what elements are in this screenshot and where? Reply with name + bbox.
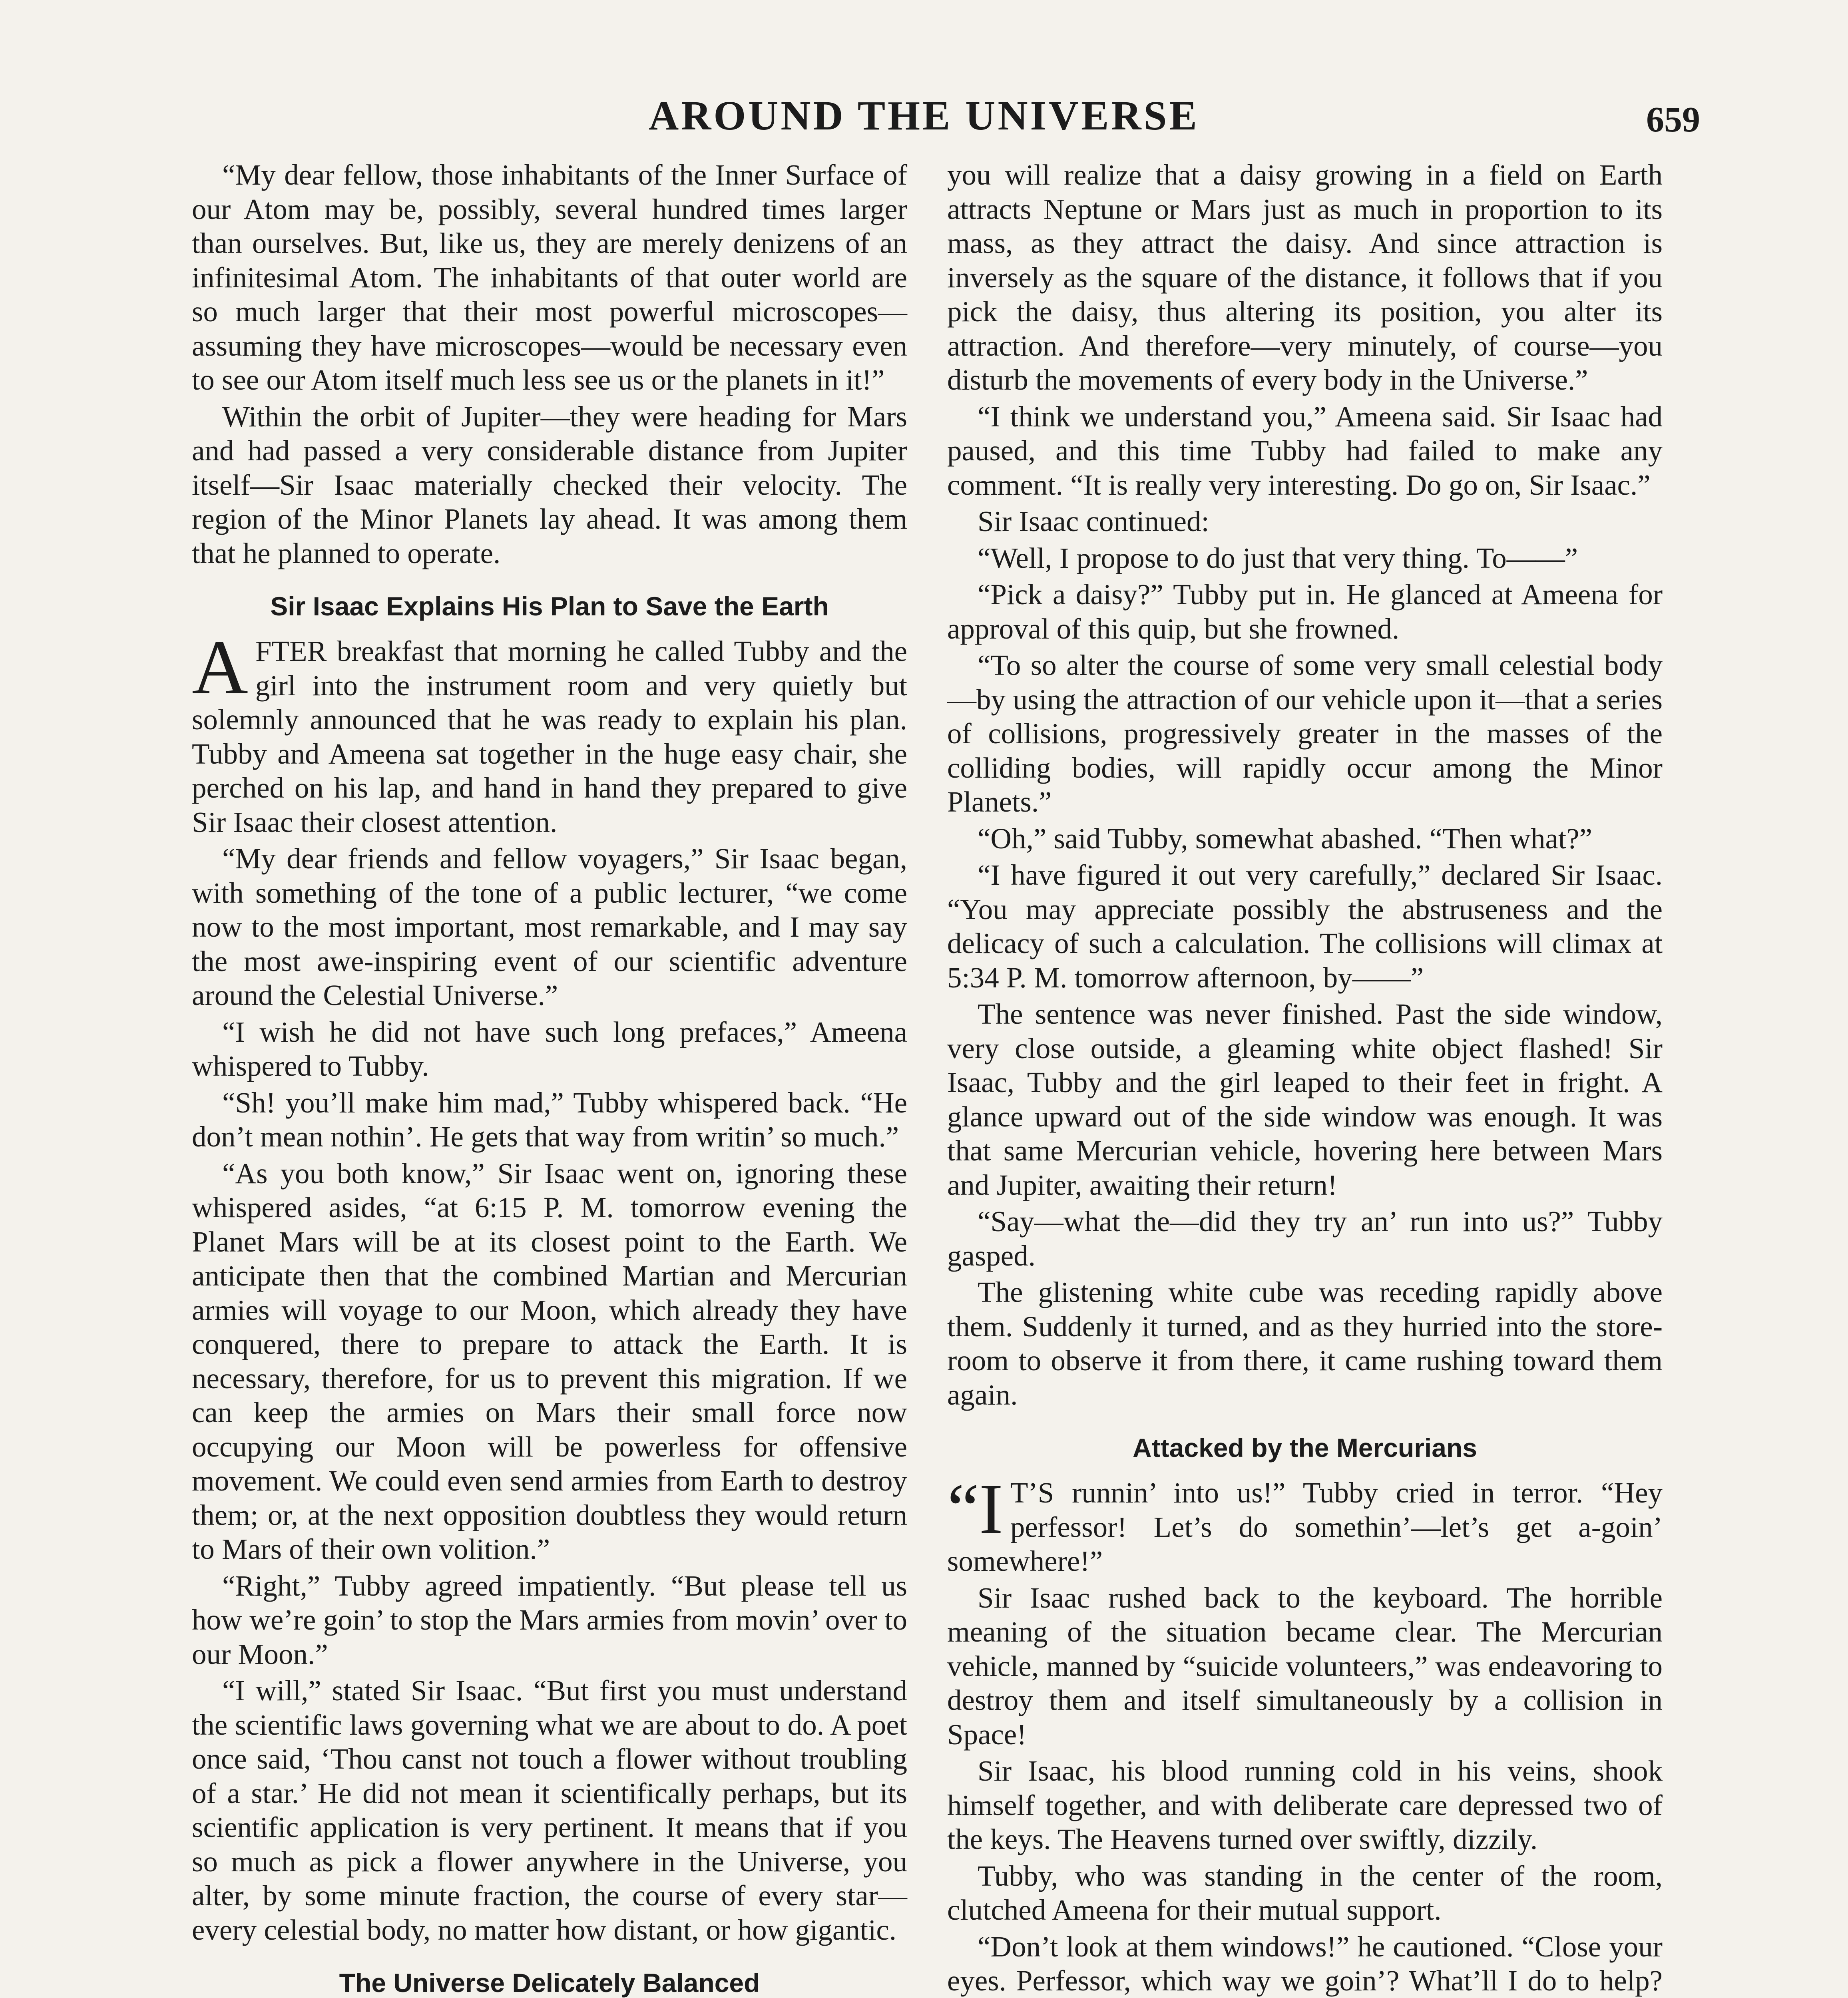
- paragraph: The glistening white cube was receding rapidly above them. Suddenly it turned, and as they hurried into the store-room to observe it from there, it came rushing toward them again.: [947, 1276, 1663, 1411]
- paragraph: “I wish he did not have such long prefaces,” Ameena whispered to Tubby.: [192, 1015, 907, 1082]
- paragraph: “Say—what the—did they try an’ run into us?” Tubby gasped.: [947, 1205, 1663, 1272]
- paragraph: Within the orbit of Jupiter—they were heading for Mars and had passed a very considerable distance from Jupiter itself—Sir Isaac materially checked their velocity. The region of the Minor Planets lay ahead. It was among them that he planned to operate.: [192, 400, 907, 569]
- paragraph: “My dear fellow, those inhabitants of the Inner Surface of our Atom may be, possibly, several hundred times larger than ourselves. But, like us, they are merely denizens of an infinitesimal Atom. The inhabitants of that outer world are so much larger that their most powerful microscopes—assuming they have microscopes—would be necessary even to see our Atom itself much less see us or the planets in it!”: [192, 159, 907, 396]
- running-title: AROUND THE UNIVERSE: [649, 93, 1199, 139]
- paragraph: “Right,” Tubby agreed impatiently. “But please tell us how we’re goin’ to stop the Mars armies from movin’ over to our Moon.”: [192, 1569, 907, 1670]
- paragraph: you will realize that a daisy growing in a field on Earth attracts Neptune or Mars just as much in proportion to its mass, as they attract the daisy. And since attraction is inversely as the square of the distance, it follows that if you pick the daisy, thus altering its position, you alter its attraction. And therefore—very minutely, of course—you disturb the movements of every body in the Universe.”: [947, 159, 1663, 396]
- paragraph-text: FTER breakfast that morning he called Tubby and the girl into the instrument room and very quietly but solemnly announced that he was ready to explain his plan. Tubby and Ameena sat together in the huge easy chair, she perched on his lap, and hand in hand they prepared to give Sir Isaac their closest attention.: [192, 635, 907, 838]
- section-heading: Sir Isaac Explains His Plan to Save the Earth: [270, 591, 829, 621]
- section-heading: Attacked by the Mercurians: [1133, 1433, 1477, 1463]
- paragraph: “Sh! you’ll make him mad,” Tubby whispered back. “He don’t mean nothin’. He gets that way from writin’ so much.”: [192, 1086, 907, 1153]
- paragraph: Sir Isaac continued:: [978, 505, 1209, 537]
- paragraph: “As you both know,” Sir Isaac went on, ignoring these whispered asides, “at 6:15 P. M. tomorrow evening the Planet Mars will be at its closest point to the Earth. We anticipate then that the combined Martian and Mercurian armies will voyage to our Moon, which already they have conquered, there to prepare to attack the Earth. It is necessary, therefore, for us to prevent this migration. If we can keep the armies on Mars their small force now occupying our Moon will be powerless for offensive movement. We could even send armies from Earth to destroy them; or, at the next opposition doubtless they would return to Mars of their own volition.”: [192, 1157, 907, 1565]
- paragraph: “I will,” stated Sir Isaac. “But first you must understand the scientific laws governing what we are about to do. A poet once said, ‘Thou canst not touch a flower without troubling of a star.’ He did not mean it scientifically perhaps, but its scientific application is very pertinent. It means that if you so much as pick a flower anywhere in the Universe, you alter, by some minute fraction, the course of every star—every celestial body, no matter how distant, or how gigantic.: [192, 1674, 907, 1946]
- paragraph-dropcap: [947, 1469, 1663, 1578]
- paragraph: Tubby, who was standing in the center of the room, clutched Ameena for their mutual support.: [947, 1859, 1663, 1926]
- paragraph: “Pick a daisy?” Tubby put in. He glanced at Ameena for approval of this quip, but she frowned.: [947, 578, 1663, 645]
- paragraph: “I have figured it out very carefully,” declared Sir Isaac. “You may appreciate possibly the abstruseness and the delicacy of such a calculation. The collisions will climax at 5:34 P. M. tomorrow afternoon, by——”: [947, 859, 1663, 994]
- right-column: [947, 158, 1663, 1998]
- page-header: [0, 76, 1848, 156]
- paragraph: Sir Isaac rushed back to the keyboard. The horrible meaning of the situation became clear. The Mercurian vehicle, manned by “suicide volunteers,” was endeavoring to destroy them and itself simultaneously by a collision in Space!: [947, 1581, 1663, 1751]
- paragraph: The sentence was never finished. Past the side window, very close outside, a gleaming white object flashed! Sir Isaac, Tubby and the girl leaped to their feet in fright. A glance upward out of the side window was enough. It was that same Mercurian vehicle, hovering here between Mars and Jupiter, awaiting their return!: [947, 998, 1663, 1201]
- drop-cap: A: [192, 624, 248, 710]
- page-number: 659: [1646, 100, 1700, 139]
- paragraph-dropcap: [192, 624, 907, 839]
- section-heading: The Universe Delicately Balanced: [339, 1968, 760, 1998]
- paragraph: “Well, I propose to do just that very thing. To——”: [978, 541, 1578, 574]
- paragraph: “Don’t look at them windows!” he cautioned. “Close your eyes. Perfessor, which way we goin’? What’ll I do to help?: [947, 1930, 1663, 1997]
- paragraph: Sir Isaac, his blood running cold in his veins, shook himself together, and with deliberate care depressed two of the keys. The Heavens turned over swiftly, dizzily.: [947, 1755, 1663, 1855]
- paragraph: “To so alter the course of some very small celestial body—by using the attraction of our vehicle upon it—that a series of collisions, progressively greater in the masses of the colliding bodies, will rapidly occur among the Minor Planets.”: [947, 649, 1663, 818]
- paragraph: “My dear friends and fellow voyagers,” Sir Isaac began, with something of the tone of a public lecturer, “we come now to the most important, most remarkable, and I may say the most awe-inspiring event of our scientific adventure around the Celestial Universe.”: [192, 842, 907, 1011]
- drop-cap: “I: [947, 1469, 1003, 1548]
- paragraph: “Oh,” said Tubby, somewhat abashed. “Then what?”: [978, 822, 1593, 855]
- left-column: [192, 158, 907, 1998]
- paragraph-text: T’S runnin’ into us!” Tubby cried in terror. “Hey perfessor! Let’s do somethin’—let’s get a-goin’ somewhere!”: [947, 1477, 1663, 1577]
- paragraph: “I think we understand you,” Ameena said. Sir Isaac had paused, and this time Tubby had failed to make any comment. “It is really very interesting. Do go on, Sir Isaac.”: [947, 400, 1663, 501]
